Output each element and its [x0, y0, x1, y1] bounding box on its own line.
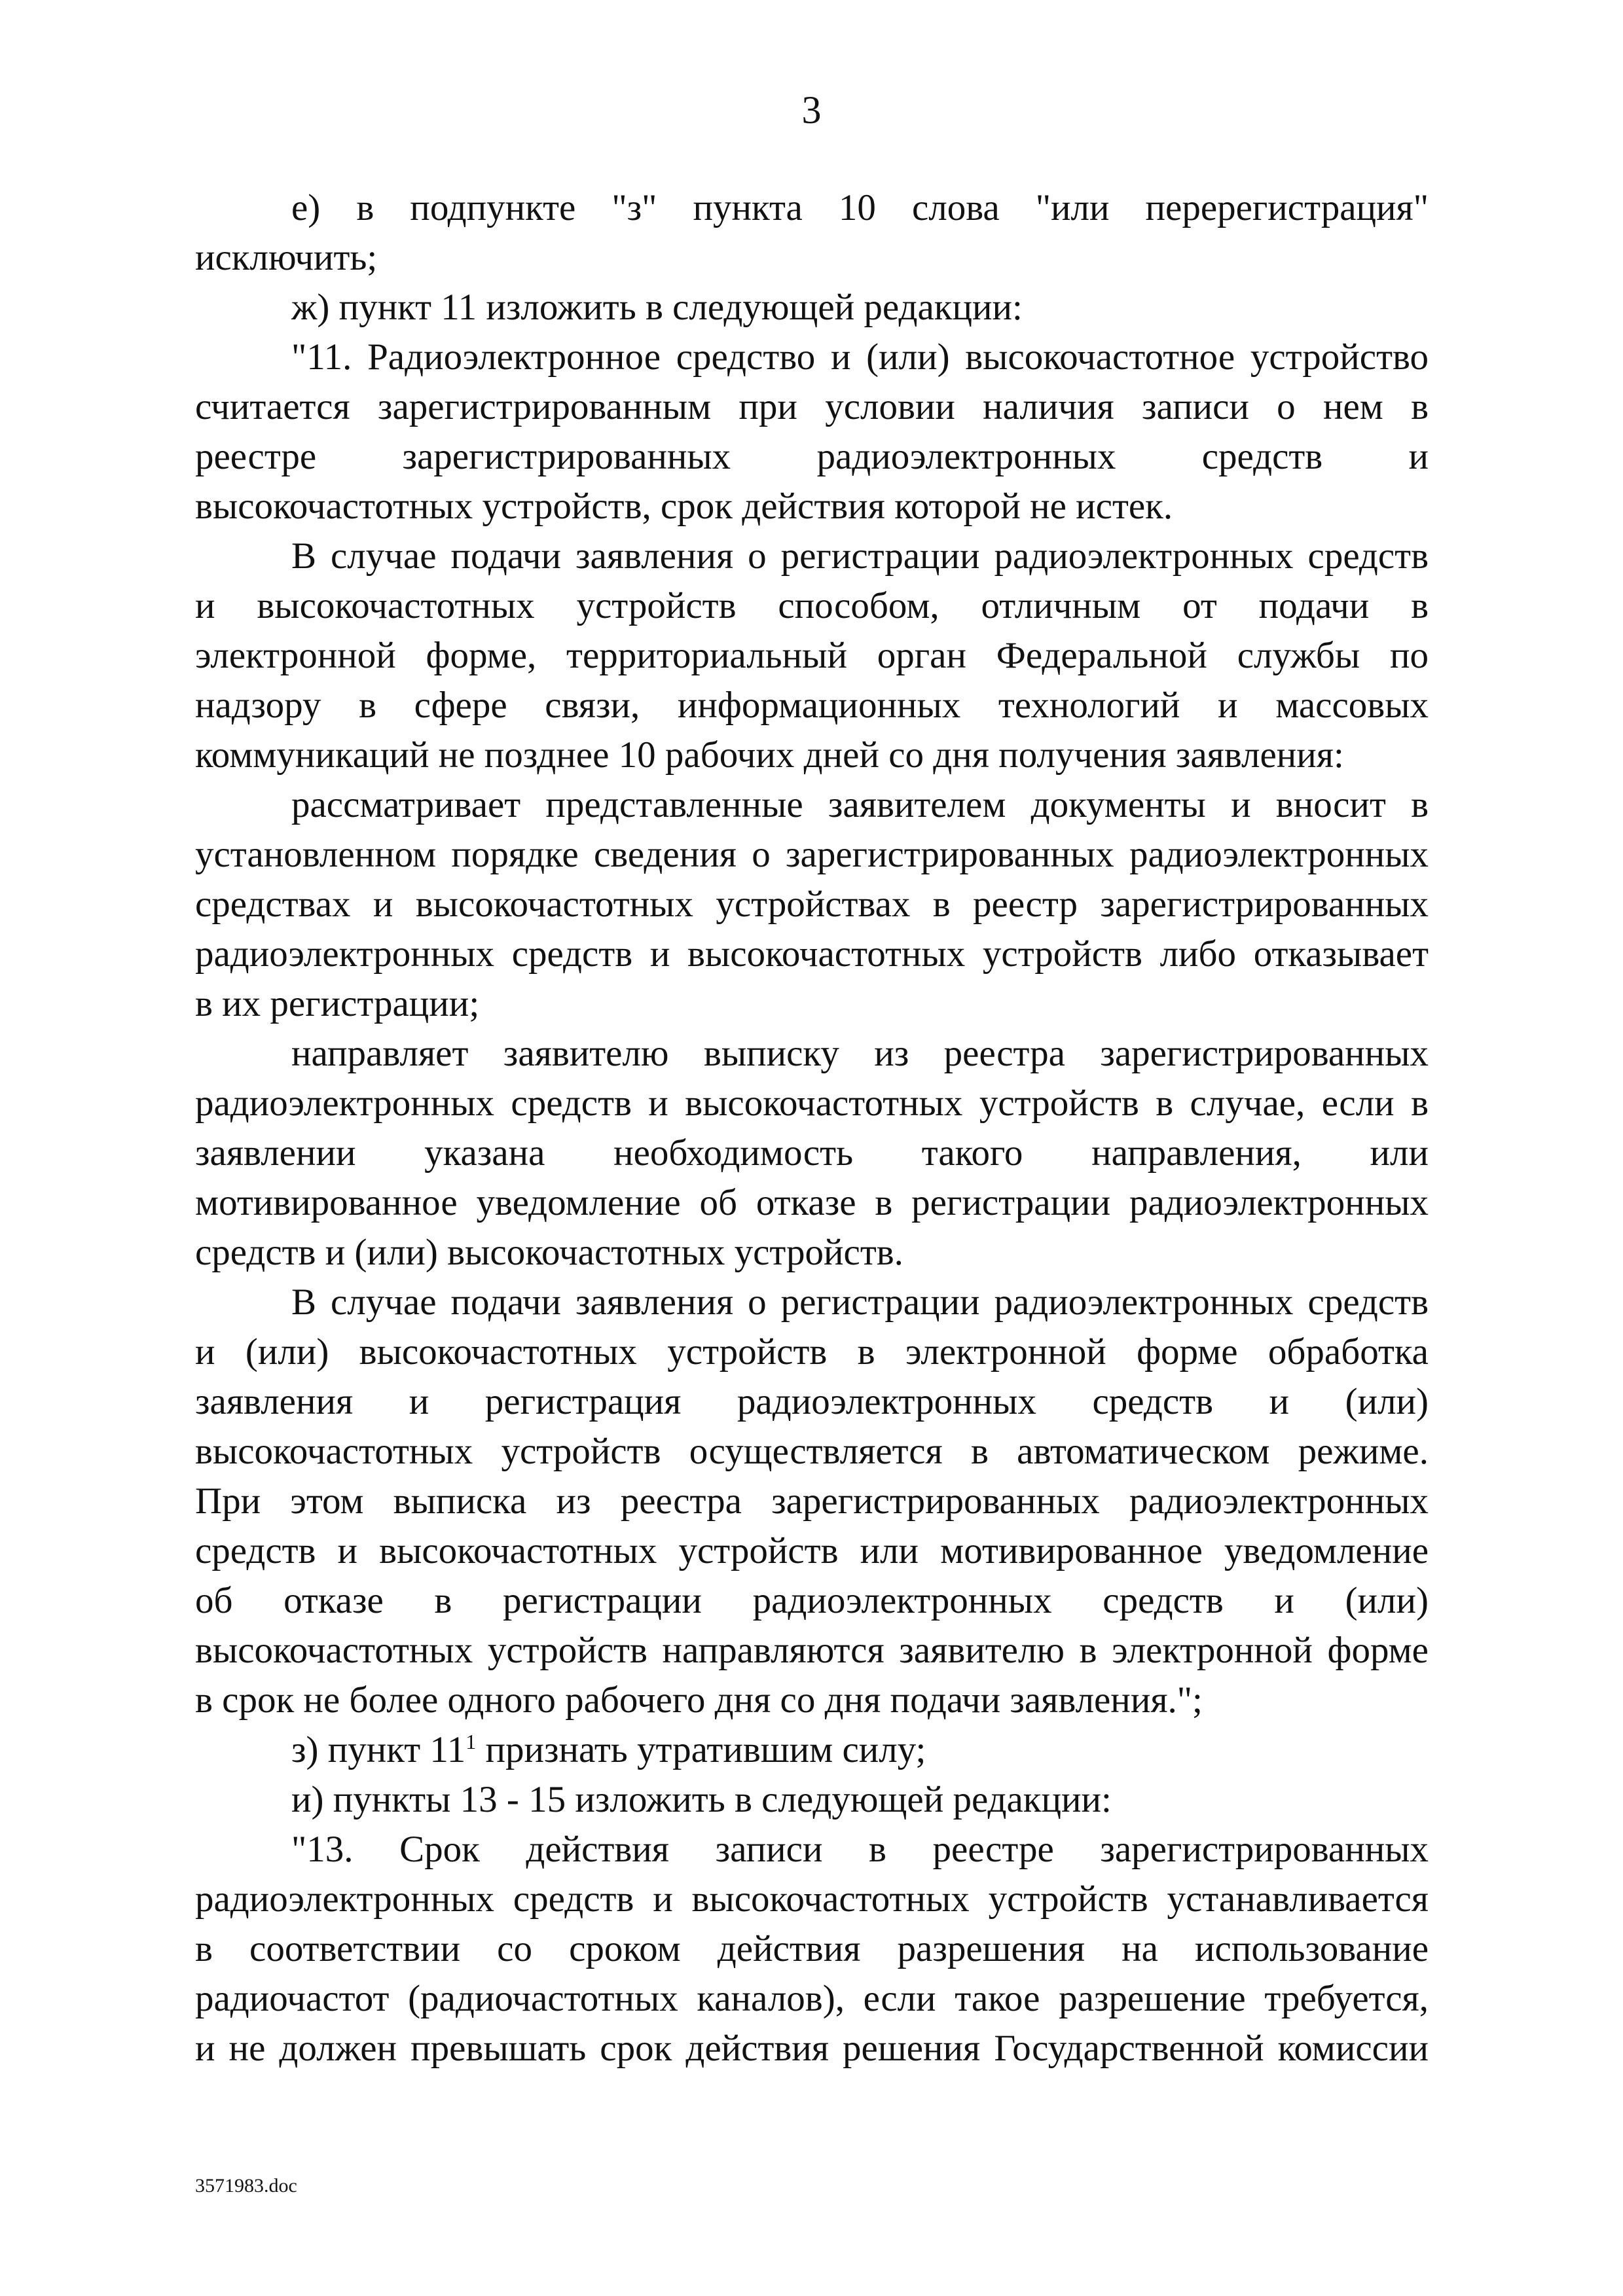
text-line: радиоэлектронных средств и высокочастотных устройств устанавливается [195, 1878, 1429, 1920]
text-line: и не должен превышать срок действия решения Государственной комиссии [195, 2028, 1429, 2069]
text-line: и высокочастотных устройств способом, отличным от подачи в [195, 585, 1429, 626]
document-body [195, 183, 1429, 2073]
text-line: заявлении указана необходимость такого направления, или [195, 1132, 1429, 1174]
text-line: е) в подпункте "з" пункта 10 слова "или перерегистрация" [291, 187, 1429, 228]
text-line: коммуникаций не позднее 10 рабочих дней со дня получения заявления: [195, 734, 1344, 776]
text-line: радиочастот (радиочастотных каналов), если такое разрешение требуется, [195, 1978, 1429, 2019]
text-line: средств и высокочастотных устройств или мотивированное уведомление [195, 1530, 1429, 1571]
text-line: надзору в сфере связи, информационных технологий и массовых [195, 685, 1429, 726]
text-line: "13. Срок действия записи в реестре зарегистрированных [291, 1829, 1429, 1870]
text-line: и (или) высокочастотных устройств в электронной форме обработка [195, 1331, 1429, 1372]
text-line: рассматривает представленные заявителем документы и вносит в [291, 784, 1429, 825]
text-line: При этом выписка из реестра зарегистрированных радиоэлектронных [195, 1480, 1429, 1522]
text-line: электронной форме, территориальный орган Федеральной службы по [195, 635, 1429, 676]
text-line: направляет заявителю выписку из реестра зарегистрированных [291, 1033, 1429, 1074]
text-line: В случае подачи заявления о регистрации радиоэлектронных средств [291, 1282, 1429, 1323]
text-segment: признать утратившим силу; [476, 1729, 926, 1770]
text-line: радиоэлектронных средств и высокочастотных устройств либо отказывает [195, 933, 1429, 975]
text-line: в соответствии со сроком действия разрешения на использование [195, 1928, 1429, 1969]
text-line: в срок не более одного рабочего дня со дня подачи заявления."; [195, 1679, 1203, 1721]
text-line: В случае подачи заявления о регистрации радиоэлектронных средств [291, 535, 1429, 577]
page-number: 3 [801, 88, 822, 132]
text-line: высокочастотных устройств, срок действия которой не истек. [195, 486, 1173, 527]
text-line: радиоэлектронных средств и высокочастотных устройств в случае, если в [195, 1083, 1429, 1124]
text-line: средств и (или) высокочастотных устройств. [195, 1232, 903, 1273]
text-line: ж) пункт 11 изложить в следующей редакции: [291, 287, 1023, 328]
text-line: мотивированное уведомление об отказе в регистрации радиоэлектронных [195, 1182, 1429, 1223]
text-line: средствах и высокочастотных устройствах в реестр зарегистрированных [195, 884, 1429, 925]
text-segment: з) пункт 11 [291, 1729, 466, 1770]
footer-filename: 3571983.doc [195, 2175, 297, 2197]
text-line: заявления и регистрация радиоэлектронных средств и (или) [195, 1381, 1429, 1422]
text-line: в их регистрации; [195, 983, 480, 1024]
text-line: "11. Радиоэлектронное средство и (или) высокочастотное устройство [291, 336, 1429, 378]
superscript: 1 [465, 1730, 477, 1753]
text-line: и) пункты 13 - 15 изложить в следующей редакции: [291, 1779, 1112, 1820]
text-line: реестре зарегистрированных радиоэлектронных средств и [195, 436, 1429, 477]
text-line: высокочастотных устройств направляются заявителю в электронной форме [195, 1630, 1429, 1671]
text-line: высокочастотных устройств осуществляется в автоматическом режиме. [195, 1431, 1429, 1472]
text-line: установленном порядке сведения о зарегистрированных радиоэлектронных [195, 834, 1429, 875]
text-line: считается зарегистрированным при условии наличия записи о нем в [195, 386, 1429, 427]
text-line [195, 1725, 1429, 1775]
text-line: исключить; [195, 237, 378, 278]
text-line: об отказе в регистрации радиоэлектронных средств и (или) [195, 1580, 1429, 1621]
